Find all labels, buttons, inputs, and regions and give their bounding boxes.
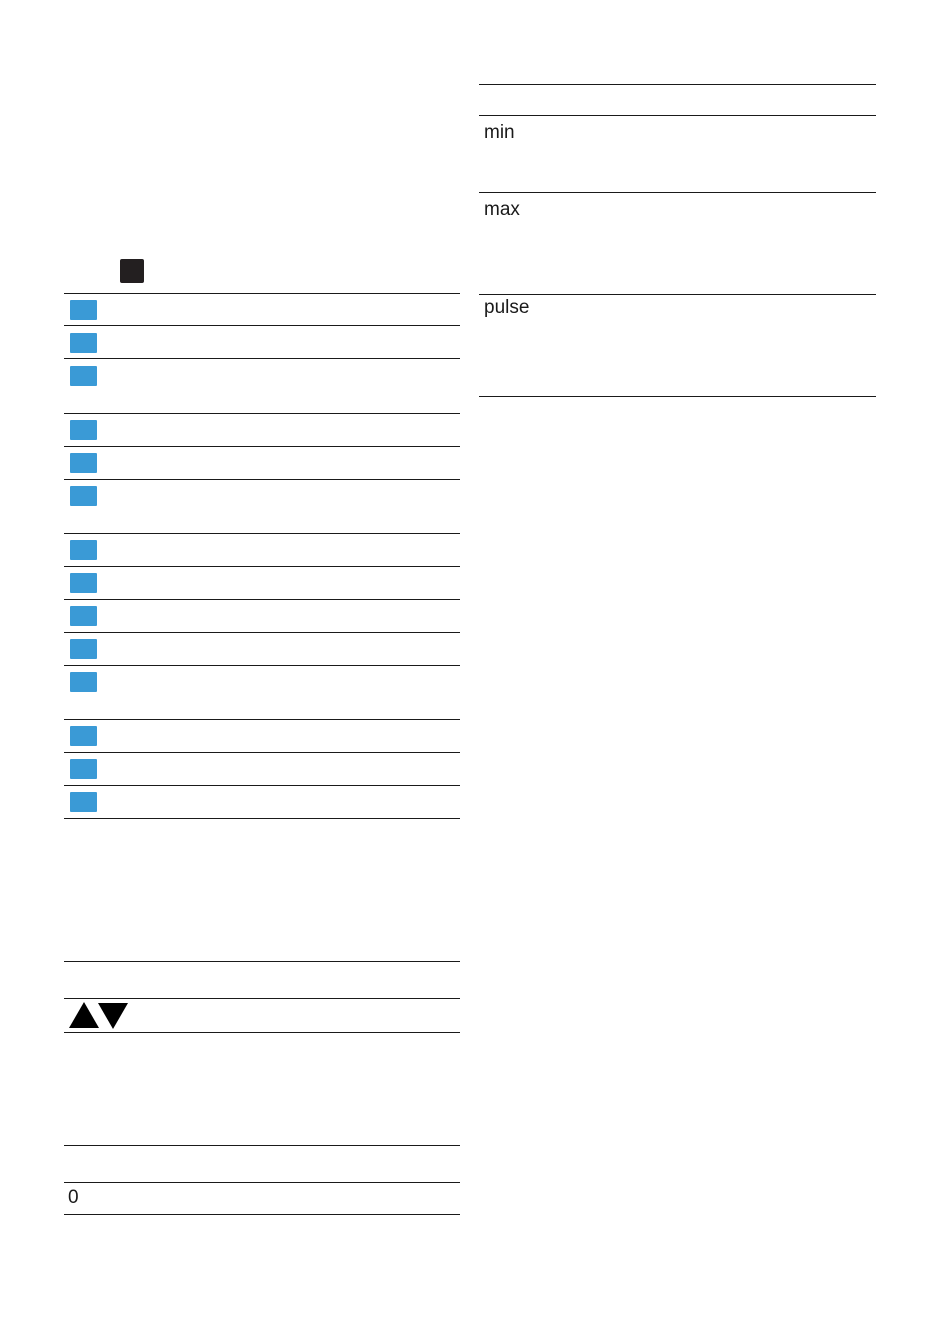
program-button-icon[interactable] (70, 606, 97, 626)
zero-setting-label: 0 (68, 1187, 79, 1208)
row-divider (64, 752, 460, 753)
row-divider (64, 599, 460, 600)
row-divider (64, 533, 460, 534)
program-row (64, 670, 460, 719)
program-row (64, 331, 460, 358)
program-row (64, 298, 460, 325)
program-row (64, 790, 460, 817)
row-divider (64, 566, 460, 567)
program-row (64, 757, 460, 784)
row-divider (479, 294, 876, 295)
program-row (64, 451, 460, 478)
row-divider (64, 325, 460, 326)
program-button-icon[interactable] (70, 759, 97, 779)
program-button-icon[interactable] (70, 333, 97, 353)
program-button-icon[interactable] (70, 366, 97, 386)
speed-pulse-label: pulse (484, 297, 530, 318)
speed-table-header-rule (479, 115, 876, 116)
arrows-table-bottom-rule (64, 1032, 460, 1033)
stop-square-icon (120, 259, 144, 283)
arrow-down-icon[interactable] (98, 1003, 128, 1029)
program-row (64, 724, 460, 751)
program-button-icon[interactable] (70, 540, 97, 560)
zero-table-header-rule (64, 1182, 460, 1183)
program-row (64, 637, 460, 664)
zero-table-bottom-rule (64, 1214, 460, 1215)
program-button-icon[interactable] (70, 300, 97, 320)
program-row (64, 571, 460, 598)
program-button-icon[interactable] (70, 573, 97, 593)
speed-min-label: min (484, 122, 515, 143)
program-button-icon[interactable] (70, 672, 97, 692)
row-divider (64, 479, 460, 480)
arrows-table-top-rule (64, 961, 460, 962)
arrows-table-header-rule (64, 998, 460, 999)
program-button-icon[interactable] (70, 486, 97, 506)
row-divider (64, 632, 460, 633)
row-divider (64, 719, 460, 720)
speed-max-label: max (484, 199, 520, 220)
program-button-icon[interactable] (70, 453, 97, 473)
program-row (64, 364, 460, 413)
table-top-rule (64, 293, 460, 294)
program-button-icon[interactable] (70, 420, 97, 440)
row-divider (64, 785, 460, 786)
program-row (64, 484, 460, 533)
program-button-icon[interactable] (70, 726, 97, 746)
speed-table-top-rule (479, 84, 876, 85)
arrow-up-icon[interactable] (69, 1002, 99, 1028)
program-row (64, 604, 460, 631)
zero-table-top-rule (64, 1145, 460, 1146)
program-button-icon[interactable] (70, 639, 97, 659)
table-bottom-rule (64, 818, 460, 819)
speed-table-bottom-rule (479, 396, 876, 397)
row-divider (64, 413, 460, 414)
program-button-icon[interactable] (70, 792, 97, 812)
program-row (64, 418, 460, 445)
row-divider (64, 665, 460, 666)
program-row (64, 538, 460, 565)
row-divider (479, 192, 876, 193)
row-divider (64, 446, 460, 447)
row-divider (64, 358, 460, 359)
